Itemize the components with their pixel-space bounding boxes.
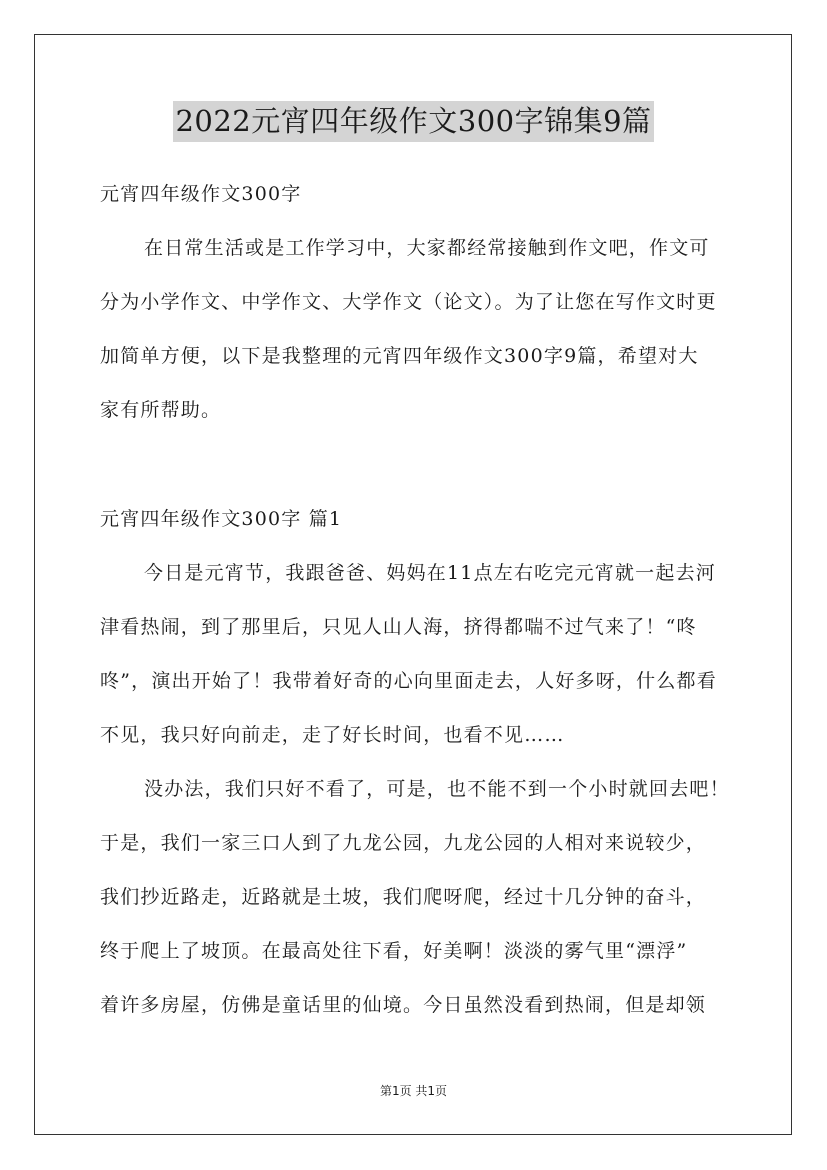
paragraph-line: 没办法，我们只好不看了，可是，也不能不到一个小时就回去吧！	[144, 778, 730, 800]
paragraph-line: 今日是元宵节，我跟爸爸、妈妈在11点左右吃完元宵就一起去河	[144, 562, 716, 584]
paragraph-line: 津看热闹，到了那里后，只见人山人海，挤得都喘不过气来了！“咚	[100, 616, 697, 638]
paragraph-line: 我们抄近路走，近路就是土坡，我们爬呀爬，经过十几分钟的奋斗，	[100, 886, 707, 908]
paragraph-line: 着许多房屋，仿佛是童话里的仙境。今日虽然没看到热闹，但是却领	[100, 994, 707, 1016]
section-heading: 元宵四年级作文300字 篇1	[100, 508, 343, 530]
document-title: 2022元宵四年级作文300字锦集9篇	[173, 101, 653, 142]
intro-line: 分为小学作文、中学作文、大学作文（论文）。为了让您在写作文时更	[100, 291, 717, 313]
paragraph-line: 于是，我们一家三口人到了九龙公园，九龙公园的人相对来说较少，	[100, 832, 707, 854]
intro-heading: 元宵四年级作文300字	[100, 183, 302, 205]
paragraph-line: 不见，我只好向前走，走了好长时间，也看不见……	[100, 724, 565, 746]
intro-line: 在日常生活或是工作学习中，大家都经常接触到作文吧，作文可	[144, 237, 710, 259]
paragraph-line: 终于爬上了坡顶。在最高处往下看，好美啊！淡淡的雾气里“漂浮”	[100, 940, 688, 962]
intro-line: 加简单方便，以下是我整理的元宵四年级作文300字9篇，希望对大	[100, 345, 699, 367]
intro-line: 家有所帮助。	[100, 399, 222, 421]
document-title-container	[0, 101, 827, 142]
paragraph-line: 咚”，演出开始了！我带着好奇的心向里面走去，人好多呀，什么都看	[100, 670, 717, 692]
page-footer: 第1页 共1页	[379, 1084, 448, 1098]
